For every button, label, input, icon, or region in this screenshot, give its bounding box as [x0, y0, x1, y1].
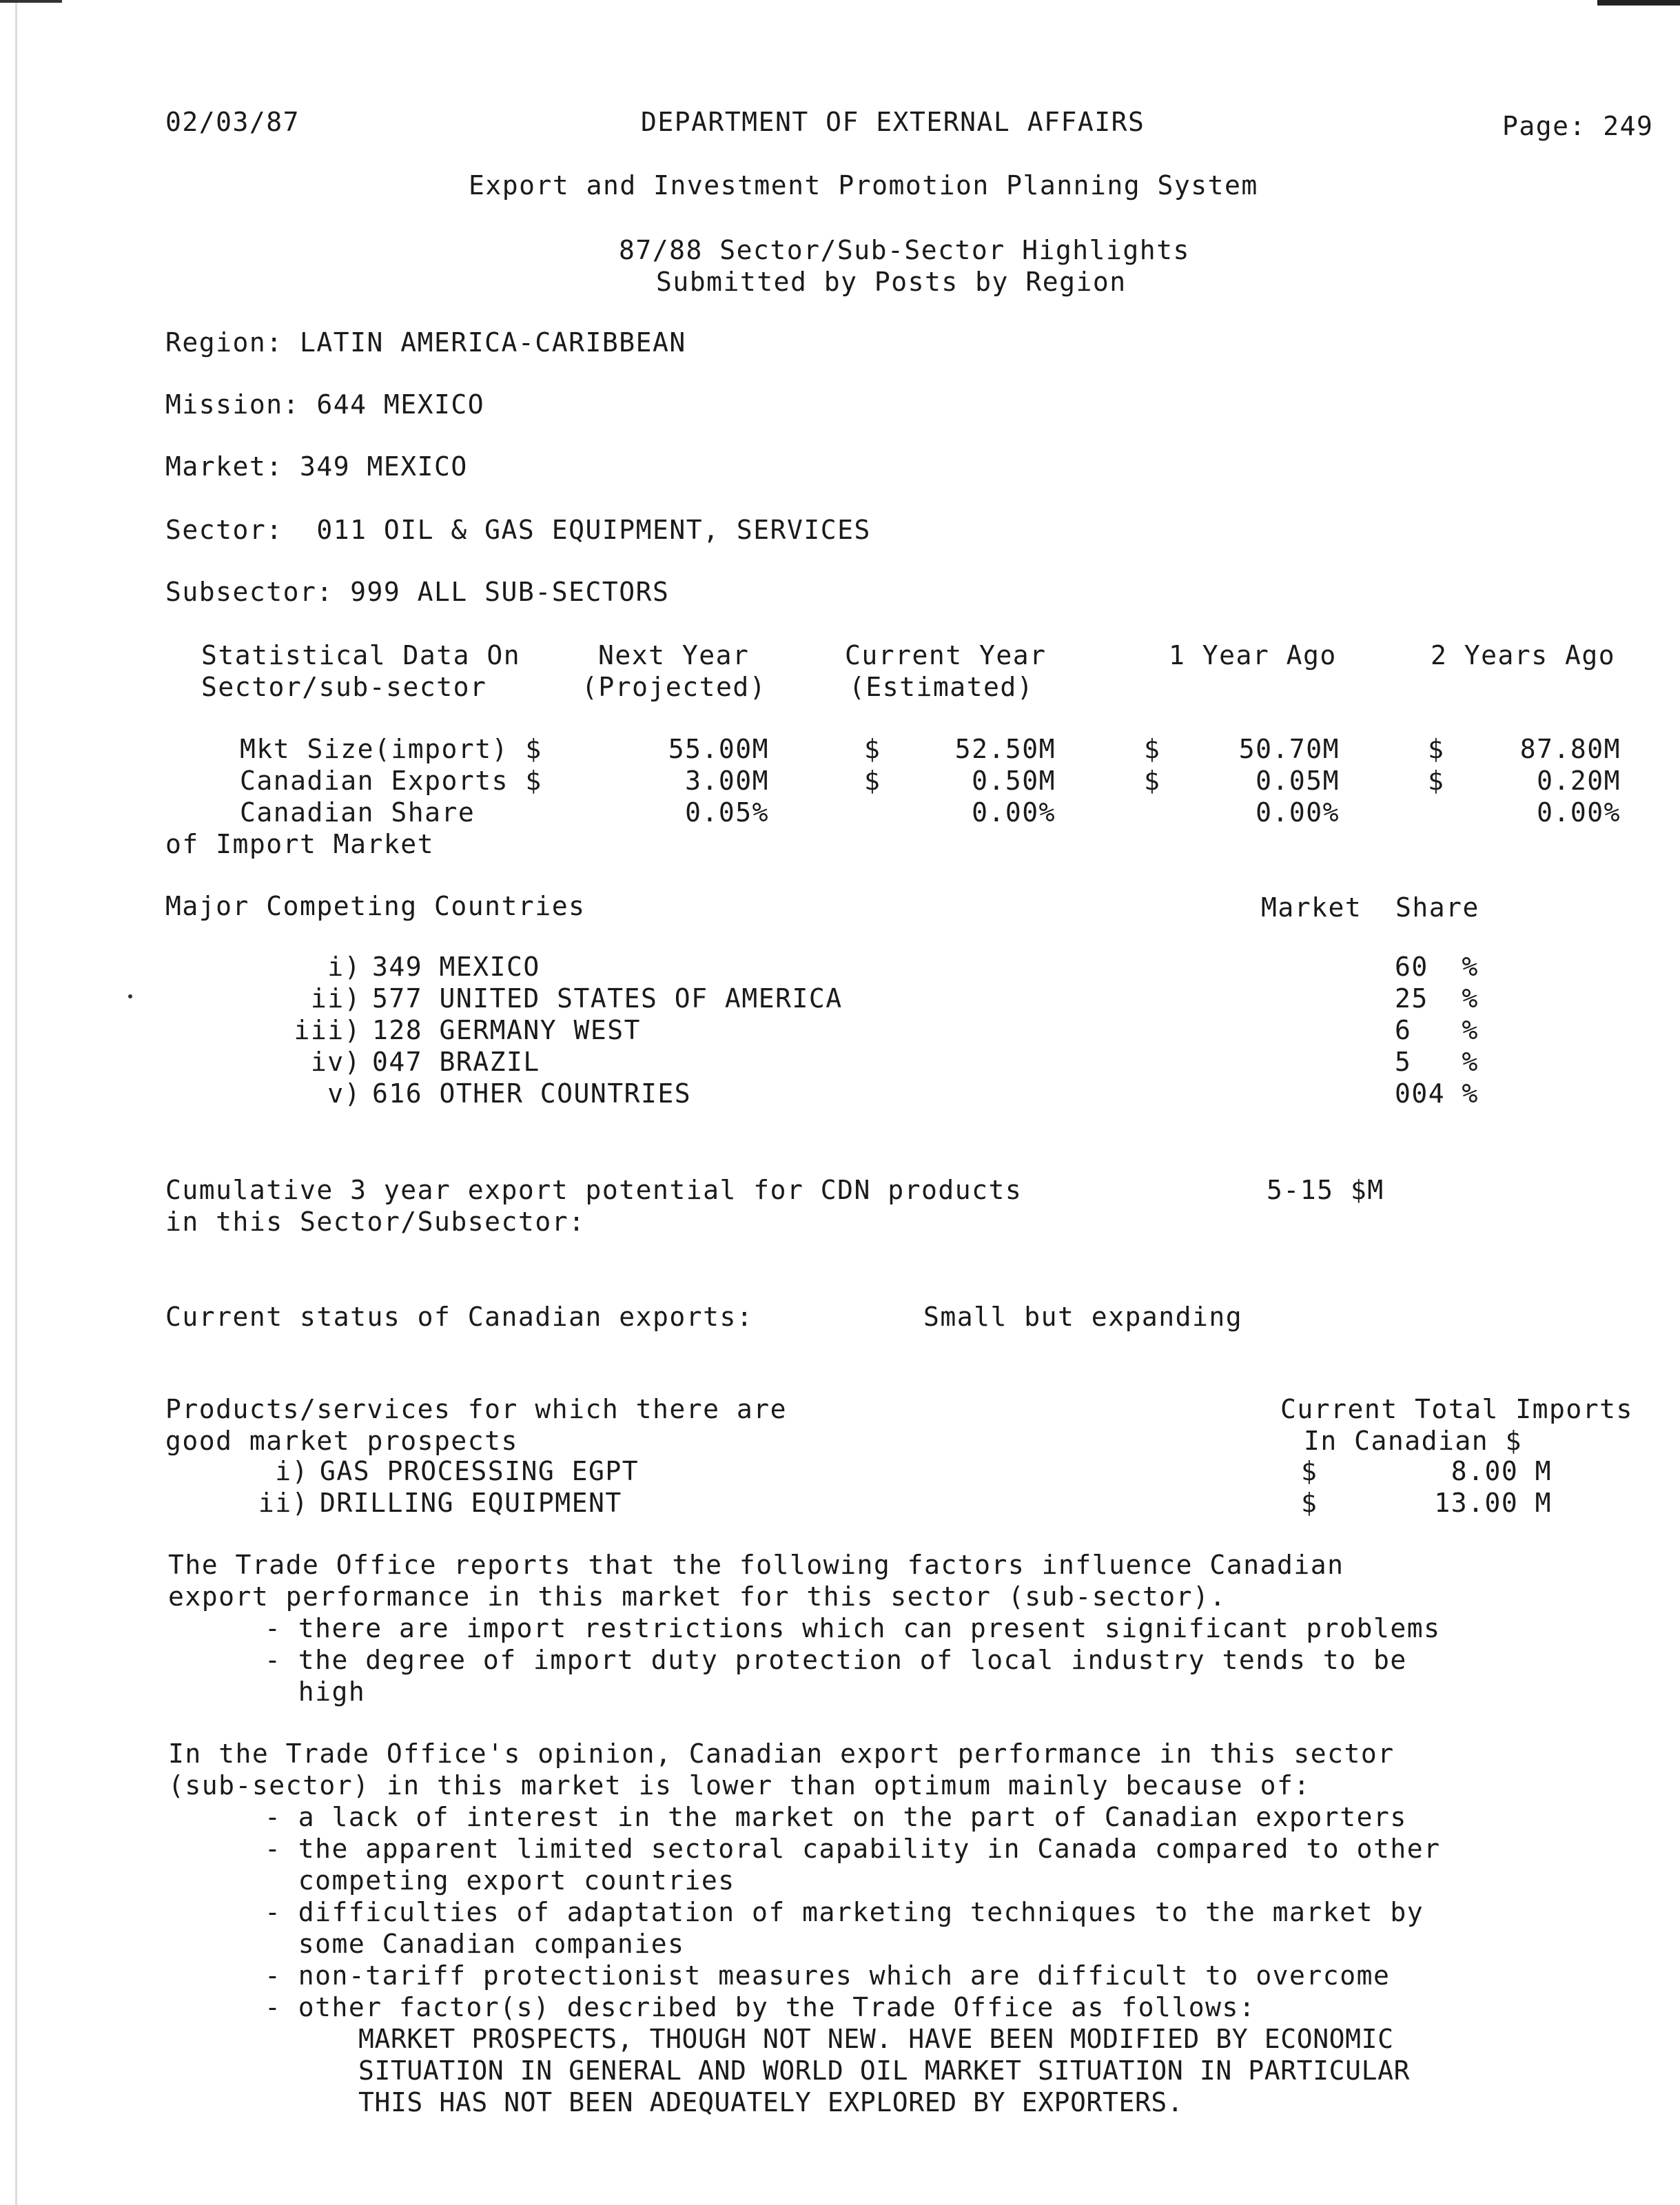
factors-intro-line2: export performance in this market for this sector (sub-sector).	[168, 1581, 1227, 1612]
stats-currency-symbol: $	[1144, 734, 1161, 764]
mission-field: Mission: 644 MEXICO	[165, 389, 485, 420]
stats-row-label: Canadian Exports $	[240, 766, 542, 796]
report-date: 02/03/87	[165, 107, 300, 137]
opinion-intro-line2: (sub-sector) in this market is lower than optimum mainly because of:	[168, 1770, 1311, 1801]
subsector-field: Subsector: 999 ALL SUB-SECTORS	[165, 577, 670, 607]
imports-column-subheading: In Canadian $	[1304, 1426, 1522, 1456]
stats-head-projected: (Projected)	[582, 672, 767, 702]
stats-current-value: 0.00%	[972, 797, 1056, 828]
status-label: Current status of Canadian exports:	[165, 1302, 754, 1332]
scan-edge-top	[0, 0, 62, 3]
stats-2-years-ago-value: 0.00%	[1537, 797, 1621, 828]
prospect-import-value: 8.00 M	[1451, 1456, 1552, 1486]
stats-current-value: 0.50M	[972, 766, 1056, 796]
scan-speck	[128, 994, 132, 998]
stats-2-years-ago-value: 87.80M	[1519, 734, 1621, 764]
potential-label-line1: Cumulative 3 year export potential for CDN products	[165, 1175, 1023, 1205]
scan-edge-left	[15, 0, 17, 2205]
department-name: DEPARTMENT OF EXTERNAL AFFAIRS	[641, 107, 1145, 137]
prospects-label-line2: good market prospects	[165, 1426, 518, 1456]
competitor-numeral: iii)	[294, 1015, 361, 1045]
competitor-share: 25 %	[1395, 983, 1479, 1014]
competitor-numeral: v)	[327, 1078, 361, 1109]
prospect-name: GAS PROCESSING EGPT	[320, 1456, 639, 1486]
factor-item: - there are import restrictions which can present significant problems	[265, 1613, 1441, 1643]
status-value: Small but expanding	[923, 1302, 1243, 1332]
opinion-item: - other factor(s) described by the Trade Office as follows:	[265, 1992, 1256, 2022]
stats-currency-symbol: $	[864, 766, 881, 796]
system-name: Export and Investment Promotion Planning System	[469, 170, 1258, 201]
prospect-currency-symbol: $	[1301, 1456, 1318, 1486]
stats-2-years-ago-value: 0.20M	[1537, 766, 1621, 796]
stats-head-current-year: Current Year	[845, 640, 1047, 670]
stats-current-value: 52.50M	[954, 734, 1056, 764]
opinion-item: - non-tariff protectionist measures which are difficult to overcome	[265, 1960, 1391, 1991]
prospects-label-line1: Products/services for which there are	[165, 1394, 787, 1424]
competitors-heading: Major Competing Countries	[165, 891, 586, 921]
market-field: Market: 349 MEXICO	[165, 451, 468, 482]
factor-item-continued: high	[265, 1676, 366, 1707]
stats-row-label: Mkt Size(import) $	[240, 734, 542, 764]
stats-row-label-continued: of Import Market	[165, 829, 435, 859]
stats-head-1-year-ago: 1 Year Ago	[1169, 640, 1337, 670]
market-share-heading: Market Share	[1261, 892, 1479, 923]
report-title: 87/88 Sector/Sub-Sector Highlights	[619, 235, 1190, 265]
opinion-item: - a lack of interest in the market on the part of Canadian exporters	[265, 1802, 1407, 1832]
factor-item: - the degree of import duty protection of local industry tends to be	[265, 1645, 1407, 1675]
factors-intro-line1: The Trade Office reports that the following factors influence Canadian	[168, 1550, 1344, 1580]
competitor-numeral: iv)	[310, 1047, 361, 1077]
trade-office-note-line3: THIS HAS NOT BEEN ADEQUATELY EXPLORED BY EXPORTERS.	[358, 2087, 1184, 2117]
stats-1-year-ago-value: 0.00%	[1256, 797, 1340, 828]
competitor-share: 6 %	[1395, 1015, 1479, 1045]
prospect-import-value: 13.00 M	[1434, 1488, 1552, 1518]
stats-currency-symbol: $	[864, 734, 881, 764]
sector-field: Sector: 011 OIL & GAS EQUIPMENT, SERVICES	[165, 515, 871, 545]
competitor-name: 128 GERMANY WEST	[372, 1015, 642, 1045]
potential-value: 5-15 $M	[1267, 1175, 1384, 1205]
page-number: Page: 249	[1502, 111, 1654, 141]
trade-office-note-line1: MARKET PROSPECTS, THOUGH NOT NEW. HAVE BEEN MODIFIED BY ECONOMIC	[358, 2024, 1394, 2054]
imports-column-heading: Current Total Imports	[1280, 1394, 1633, 1424]
opinion-intro-line1: In the Trade Office's opinion, Canadian export performance in this sector	[168, 1739, 1395, 1769]
competitor-share: 5 %	[1395, 1047, 1479, 1077]
report-subtitle: Submitted by Posts by Region	[656, 267, 1127, 297]
region-field: Region: LATIN AMERICA-CARIBBEAN	[165, 327, 686, 358]
opinion-item: - difficulties of adaptation of marketing techniques to the market by	[265, 1897, 1424, 1927]
opinion-item-continued: competing export countries	[265, 1865, 735, 1896]
potential-label-line2: in this Sector/Subsector:	[165, 1207, 586, 1237]
stats-currency-symbol: $	[1428, 766, 1445, 796]
prospect-currency-symbol: $	[1301, 1488, 1318, 1518]
stats-head-estimated: (Estimated)	[849, 672, 1034, 702]
stats-1-year-ago-value: 50.70M	[1238, 734, 1340, 764]
competitor-share: 60 %	[1395, 952, 1479, 982]
stats-head-label-line1: Statistical Data On	[201, 640, 521, 670]
prospect-name: DRILLING EQUIPMENT	[320, 1488, 622, 1518]
competitor-name: 349 MEXICO	[372, 952, 540, 982]
stats-currency-symbol: $	[1428, 734, 1445, 764]
stats-row-label: Canadian Share	[240, 797, 475, 828]
competitor-name: 047 BRAZIL	[372, 1047, 540, 1077]
competitor-numeral: ii)	[310, 983, 361, 1014]
trade-office-note-line2: SITUATION IN GENERAL AND WORLD OIL MARKET SITUATION IN PARTICULAR	[358, 2055, 1411, 2086]
stats-currency-symbol: $	[1144, 766, 1161, 796]
competitor-numeral: i)	[327, 952, 361, 982]
stats-next-value: 0.05%	[685, 797, 769, 828]
opinion-item: - the apparent limited sectoral capability in Canada compared to other	[265, 1834, 1441, 1864]
opinion-item-continued: some Canadian companies	[265, 1929, 685, 1959]
stats-next-value: 3.00M	[685, 766, 769, 796]
stats-head-label-line2: Sector/sub-sector	[201, 672, 487, 702]
stats-next-value: 55.00M	[668, 734, 769, 764]
competitor-name: 577 UNITED STATES OF AMERICA	[372, 983, 843, 1014]
stats-head-next-year: Next Year	[598, 640, 750, 670]
prospect-numeral: i)	[275, 1456, 309, 1486]
prospect-numeral: ii)	[258, 1488, 309, 1518]
scan-edge-top-right	[1597, 0, 1680, 6]
stats-head-2-years-ago: 2 Years Ago	[1431, 640, 1616, 670]
competitor-name: 616 OTHER COUNTRIES	[372, 1078, 692, 1109]
stats-1-year-ago-value: 0.05M	[1256, 766, 1340, 796]
competitor-share: 004 %	[1395, 1078, 1479, 1109]
